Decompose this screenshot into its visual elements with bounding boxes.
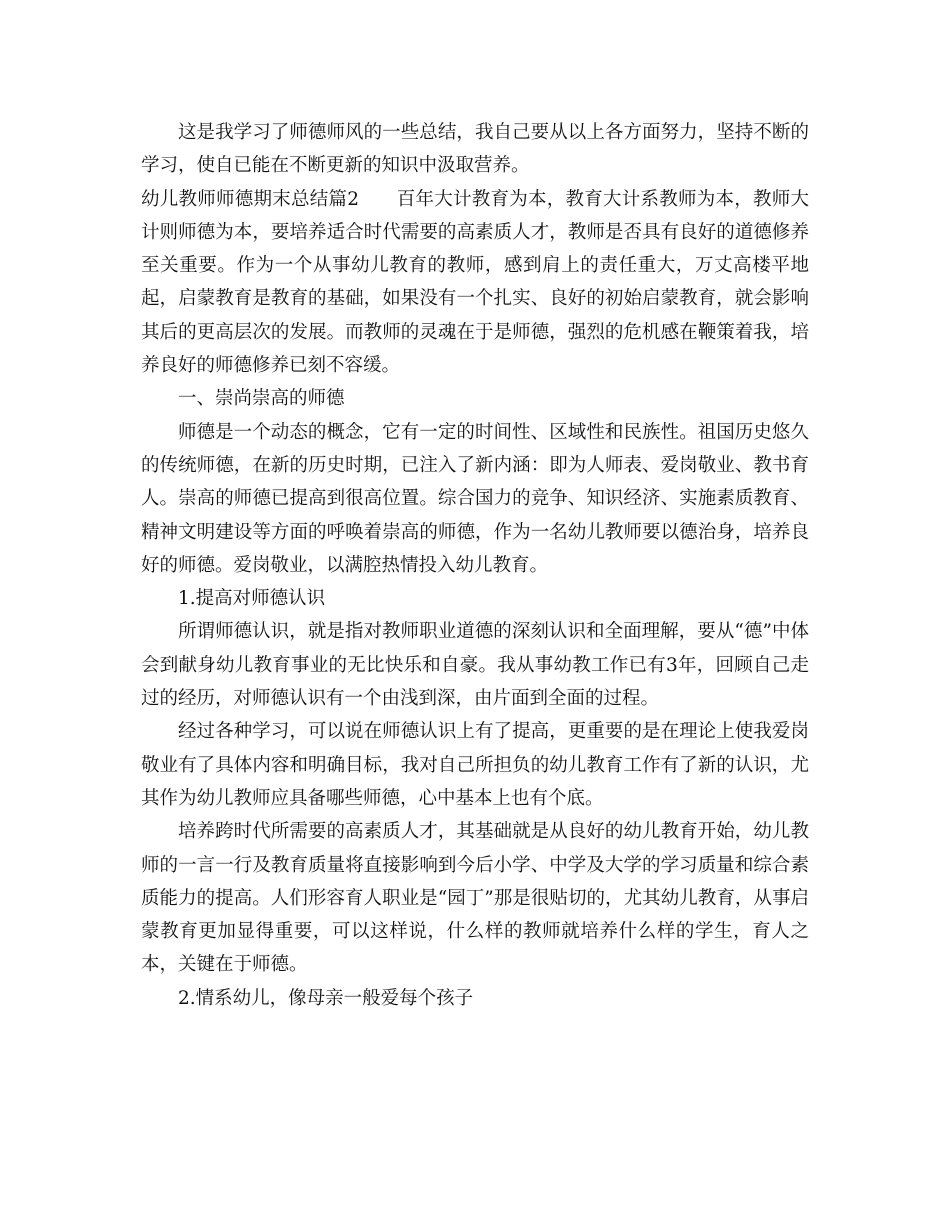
paragraph-high-quality-talent: 培养跨时代所需要的高素质人才，其基础就是从良好的幼儿教育开始，幼儿教师的一言一行及教育质量将直接影响到今后小学、中学及大学的学习质量和综合素质能力的提高。人们形容育人职业是“园丁”那是很贴切的，尤其幼儿教育，从事启蒙教育更加显得重要，可以这样说，什么样的教师就培养什么样的学生，育人之本，关键在于师德。 [141,821,809,976]
paragraph-summary: 这是我学习了师德师风的一些总结，我自己要从以上各方面努力，坚持不断的学习，使自已能在不断更新的知识中汲取营养。 [141,122,809,177]
paragraph-ethics-understanding: 所谓师德认识，就是指对教师职业道德的深刻认识和全面理解，要从“德”中体会到献身幼儿教育事业的无比快乐和自豪。我从事幼教工作已有3年，回顾自己走过的经历，对师德认识有一个由浅到深，由片面到全面的过程。 [141,621,809,710]
paragraph-teacher-ethics: 师德是一个动态的概念，它有一定的时间性、区域性和民族性。祖国历史悠久的传统师德，在新的历史时期，已注入了新内涵：即为人师表、爱岗敬业、教书育人。崇高的师德已提高到很高位置。综合国力的竞争、知识经济、实施素质教育、精神文明建设等方面的呼唤着崇高的师德，作为一名幼儿教师要以德治身，培养良好的师德。爱岗敬业，以满腔热情投入幼儿教育。 [141,421,809,576]
paragraph-article-2-intro: 幼儿教师师德期末总结篇2 百年大计教育为本，教育大计系教师为本，教师大计则师德为本，要培养适合时代需要的高素质人才，教师是否具有良好的道德修养至关重要。作为一个从事幼儿教育的教师，感到肩上的责任重大，万丈高楼平地起，启蒙教育是教育的基础，如果没有一个扎实、良好的初始启蒙教育，就会影响其后的更高层次的发展。而教师的灵魂在于是师德，强烈的危机感在鞭策着我，培养良好的师德修养已刻不容缓。 [141,188,809,377]
subheading-2: 2.情系幼儿，像母亲一般爱每个孩子 [178,987,474,1009]
section-heading-1: 一、崇尚崇高的师德 [178,388,345,410]
subheading-1: 1.提高对师德认识 [178,588,326,610]
document-body [141,116,809,1015]
paragraph-learning-improvement: 经过各种学习，可以说在师德认识上有了提高，更重要的是在理论上使我爱岗敬业有了具体内容和明确目标，我对自己所担负的幼儿教育工作有了新的认识，尤其作为幼儿教师应具备哪些师德，心中基本上也有个底。 [141,721,809,809]
